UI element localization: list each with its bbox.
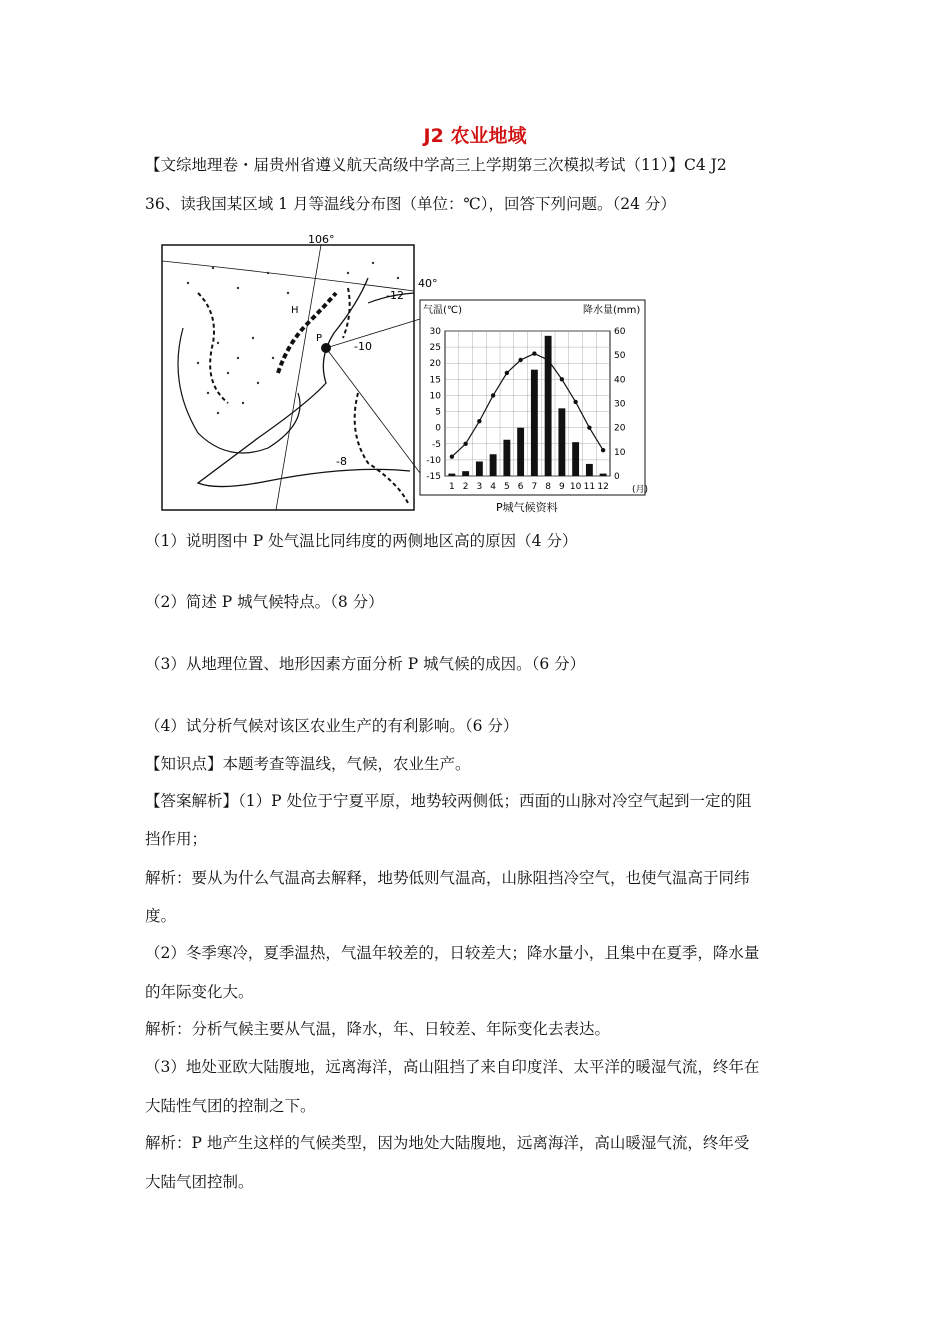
precip-tick-label: 10 xyxy=(614,447,626,458)
temp-tick-label: 20 xyxy=(429,359,441,370)
temp-tick-label: 15 xyxy=(429,375,441,386)
month-label: 10 xyxy=(569,482,582,492)
temp-point xyxy=(573,400,577,404)
precip-bar xyxy=(503,440,510,476)
precip-bar xyxy=(600,474,607,476)
figure xyxy=(158,233,648,518)
answer-line: （3）地处亚欧大陆腹地，远离海洋，高山阻挡了来自印度洋、太平洋的暖湿气流，终年在 xyxy=(145,1058,760,1076)
isotherm-label: -8 xyxy=(336,455,347,468)
temp-point xyxy=(491,393,495,397)
precip-tick-label: 40 xyxy=(614,375,626,386)
precip-bar xyxy=(517,428,524,476)
month-label: 3 xyxy=(476,482,483,492)
month-label: 1 xyxy=(449,482,455,492)
temp-point xyxy=(601,448,605,452)
answer-line: 度。 xyxy=(145,907,177,925)
month-label: 4 xyxy=(490,482,496,492)
temp-tick-label: 5 xyxy=(435,407,441,418)
question-2: （2）简述 P 城气候特点。（8 分） xyxy=(145,593,384,611)
month-label: 9 xyxy=(559,482,565,492)
precip-tick-label: 20 xyxy=(614,423,626,434)
isotherm-line xyxy=(178,328,300,453)
boundary-line xyxy=(355,393,408,503)
question-intro: 36、读我国某区域 1 月等温线分布图（单位：℃），回答下列问题。（24 分） xyxy=(145,195,676,213)
temp-tick-label: 10 xyxy=(429,391,441,402)
temp-point xyxy=(560,377,564,381)
temp-point xyxy=(450,454,454,458)
page-title: J2 农业地域 xyxy=(423,125,527,147)
map-frame xyxy=(162,245,414,510)
precip-tick-label: 30 xyxy=(614,399,626,410)
precip-bar xyxy=(558,408,565,476)
knowledge-point: 【知识点】本题考查等温线，气候，农业生产。 xyxy=(145,755,471,773)
temp-tick-label: 30 xyxy=(429,327,441,337)
precip-axis-label: 降水量(mm) xyxy=(583,305,641,316)
question-1: （1）说明图中 P 处气温比同纬度的两侧地区高的原因（4 分） xyxy=(145,532,578,550)
latitude-label: 40° xyxy=(418,277,438,290)
temp-point xyxy=(463,442,467,446)
month-label: 2 xyxy=(462,482,469,492)
meridian-line xyxy=(276,245,321,510)
isotherm-line xyxy=(198,278,410,487)
temp-point xyxy=(587,425,591,429)
precip-bar xyxy=(531,370,538,476)
boundary-line xyxy=(198,293,228,403)
precip-tick-label: 50 xyxy=(614,351,626,362)
temp-point xyxy=(518,358,522,362)
month-label: 5 xyxy=(504,482,510,492)
precip-bar xyxy=(490,454,497,476)
temp-point xyxy=(477,419,481,423)
answer-line: 大陆气团控制。 xyxy=(145,1173,254,1191)
point-p-label: P xyxy=(316,333,323,344)
month-label: 11 xyxy=(583,482,596,492)
mountain-ridge xyxy=(278,293,336,373)
precip-bar xyxy=(586,464,593,476)
precip-bar xyxy=(448,474,455,476)
temp-point xyxy=(532,351,536,355)
temp-point xyxy=(505,371,509,375)
answer-line: 解析：分析气候主要从气温，降水，年、日较差、年际变化去表达。 xyxy=(145,1020,611,1038)
precip-bar xyxy=(572,442,579,476)
answer-line: 的年际变化大。 xyxy=(145,983,254,1001)
source-header: 【文综地理卷・届贵州省遵义航天高级中学高三上学期第三次模拟考试（11）】C4 J2 xyxy=(145,156,727,174)
answer-line: 【答案解析】（1）P 处位于宁夏平原，地势较两侧低；西面的山脉对冷空气起到一定的阻 xyxy=(145,792,752,810)
temp-axis-label: 气温(℃) xyxy=(423,305,463,316)
isotherm-label: -10 xyxy=(354,340,372,353)
precip-bar xyxy=(545,336,552,476)
longitude-label: 106° xyxy=(308,233,335,246)
answer-line: 解析：P 地产生这样的气候类型，因为地处大陆腹地，远离海洋，高山暖湿气流，终年受 xyxy=(145,1134,750,1152)
precip-bar xyxy=(476,462,483,477)
precip-tick-label: 60 xyxy=(614,327,626,337)
month-label: 6 xyxy=(517,482,524,492)
figure-svg xyxy=(158,233,648,518)
answer-line: （2）冬季寒冷，夏季温热，气温年较差的，日较差大；降水量小，且集中在夏季，降水量 xyxy=(145,944,760,962)
precip-bar xyxy=(462,471,469,476)
isotherm-label: -12 xyxy=(386,289,404,302)
question-4: （4）试分析气候对该区农业生产的有利影响。（6 分） xyxy=(145,717,519,735)
point-h-label: H xyxy=(291,305,299,316)
temp-tick-label: 0 xyxy=(435,423,441,434)
temp-tick-label: 25 xyxy=(429,343,441,354)
temp-tick-label: -15 xyxy=(426,472,441,482)
answer-line: 解析：要从为什么气温高去解释，地势低则气温高，山脉阻挡冷空气，也使气温高于同纬 xyxy=(145,869,750,887)
parallel-line xyxy=(162,261,414,291)
month-label: 8 xyxy=(545,482,551,492)
month-label: 7 xyxy=(531,482,538,492)
question-3: （3）从地理位置、地形因素方面分析 P 城气候的成因。（6 分） xyxy=(145,655,586,673)
temp-tick-label: -10 xyxy=(426,455,441,466)
answer-line: 大陆性气团的控制之下。 xyxy=(145,1097,316,1115)
temp-tick-label: -5 xyxy=(432,439,441,450)
temp-point xyxy=(546,358,550,362)
callout-line xyxy=(326,319,420,348)
chart-title: P城气候资料 xyxy=(496,501,558,514)
answer-line: 挡作用； xyxy=(145,830,208,848)
precip-tick-label: 0 xyxy=(614,472,620,482)
x-unit-label: (月) xyxy=(632,485,648,495)
month-label: 12 xyxy=(597,482,609,492)
